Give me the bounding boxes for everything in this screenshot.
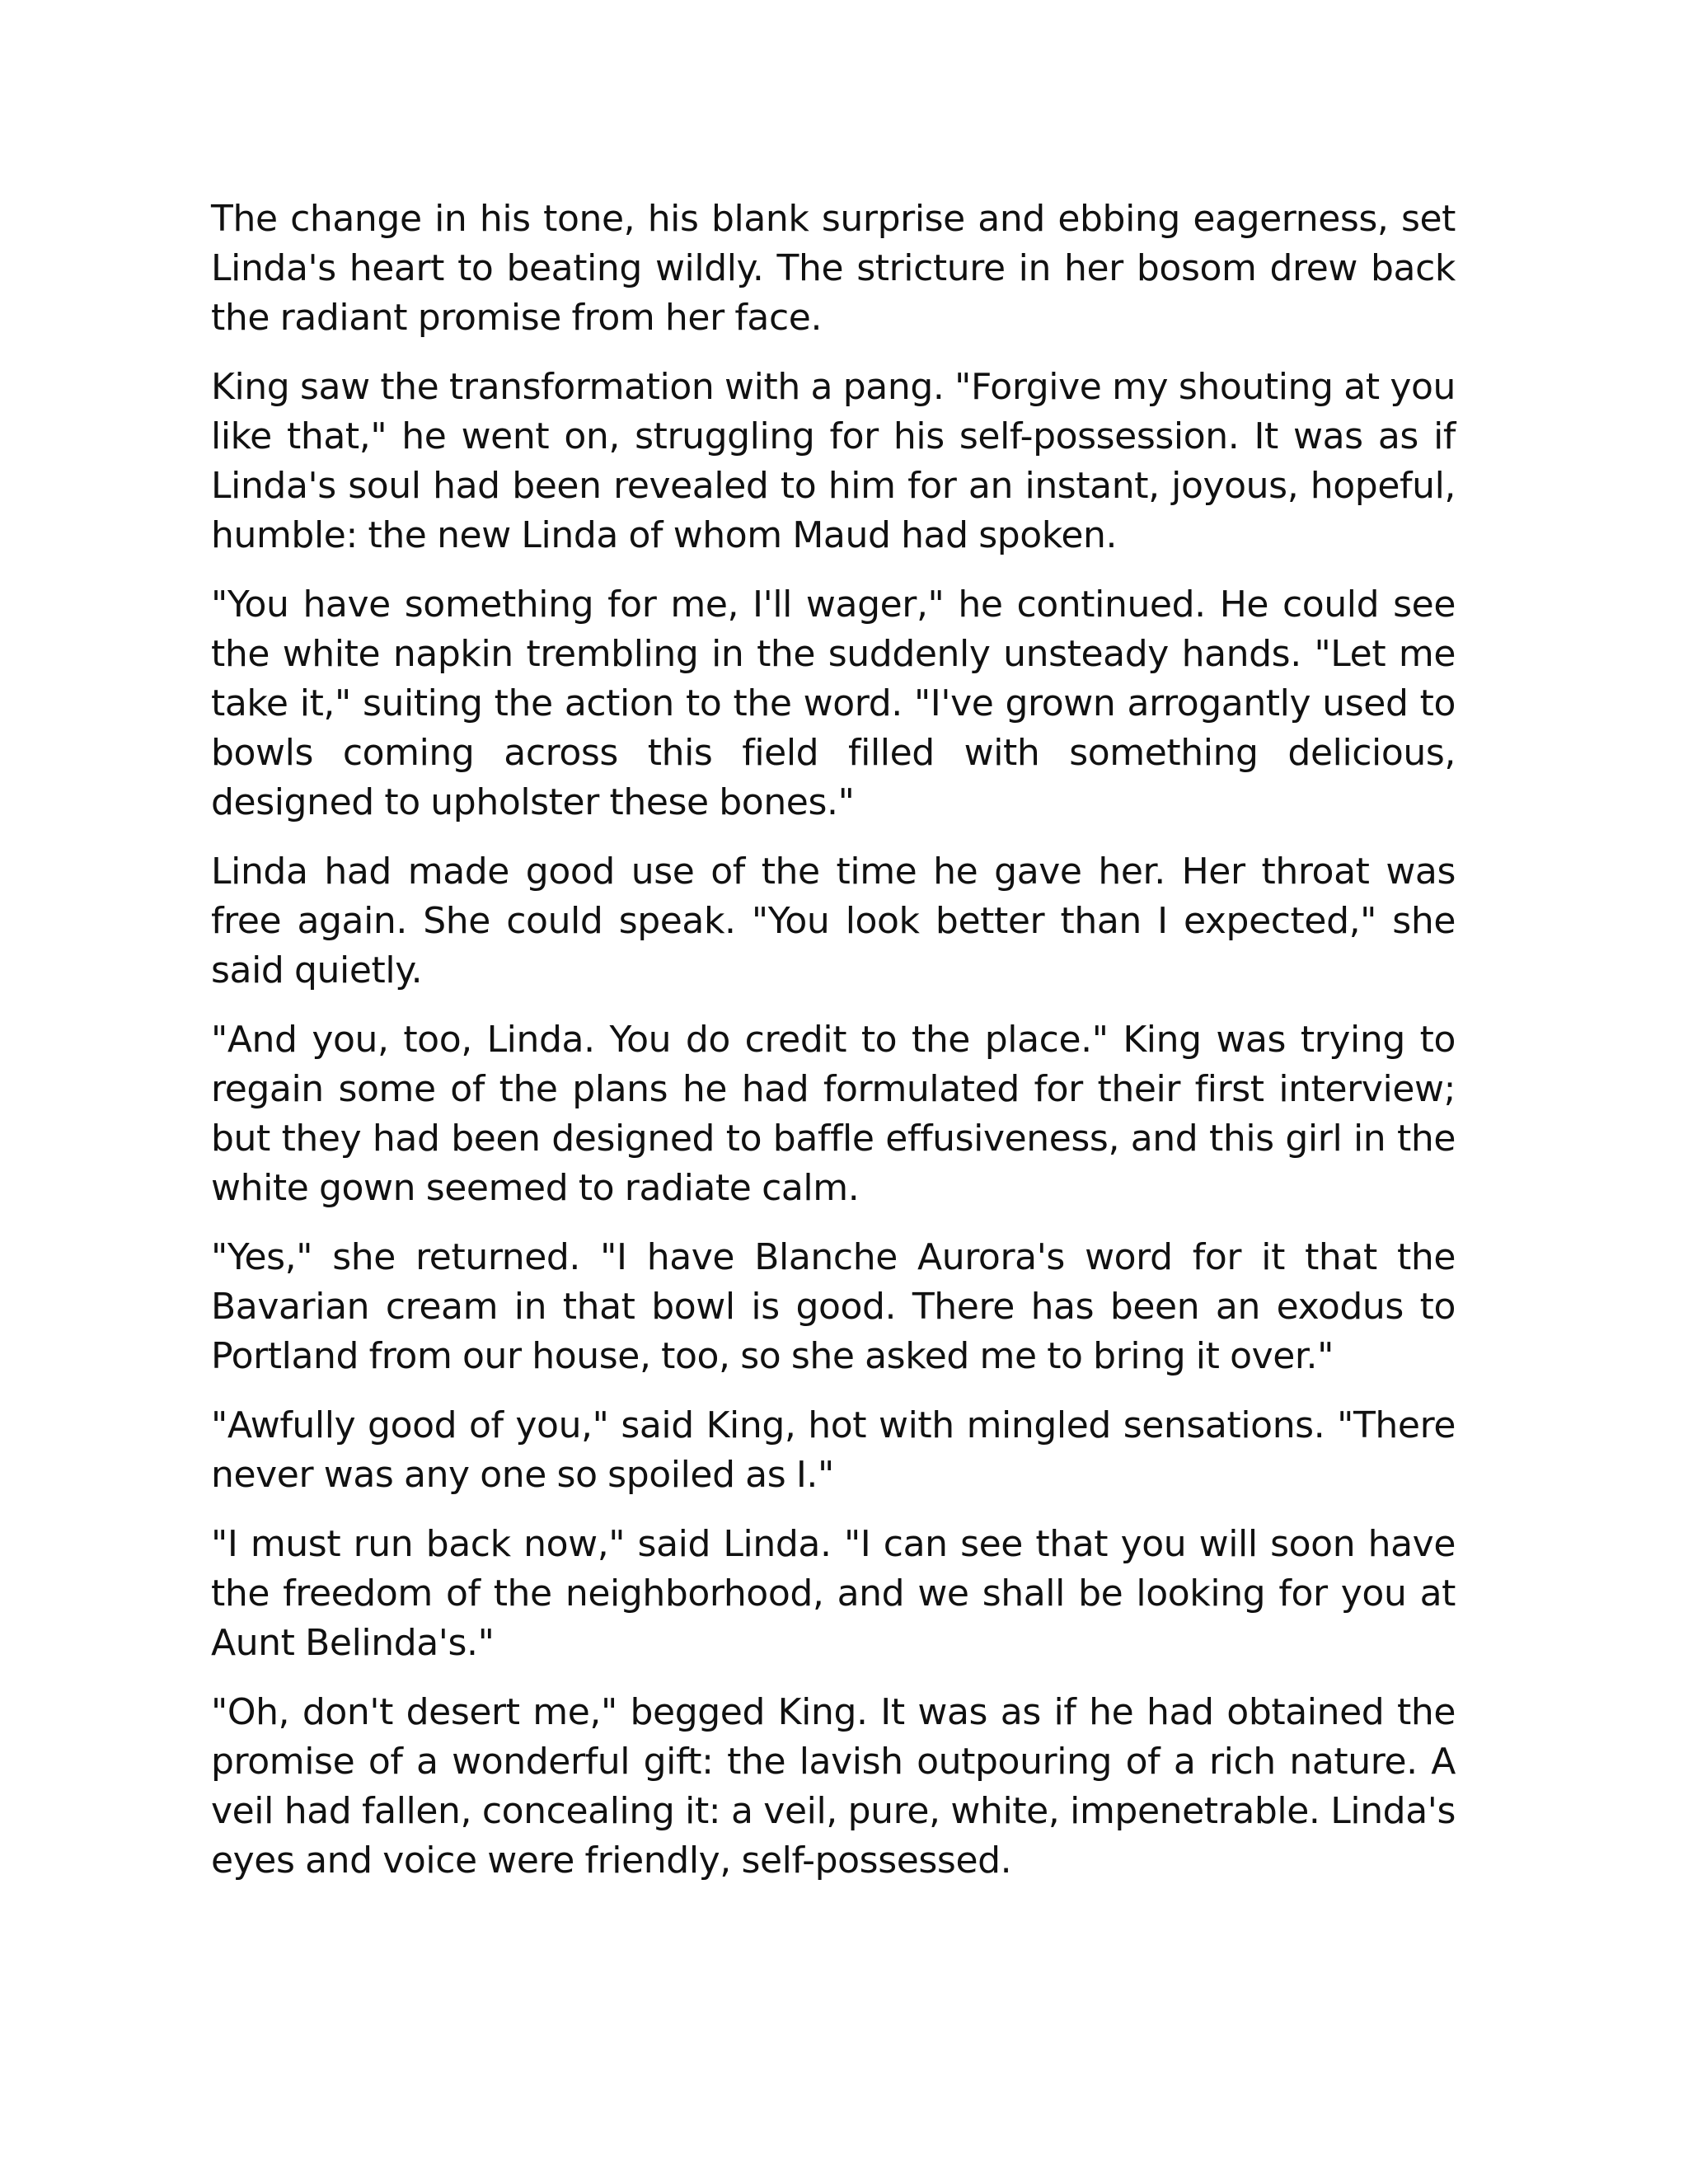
page-body-text [211,194,1456,1905]
paragraph-5: "And you, too, Linda. You do credit to the place." King was trying to regain some of the plans he had formulated for their first interview; but they had been designed to baffle effusiveness, and this girl in the white gown seemed to radiate calm. [211,1019,1456,1209]
paragraph-7: "Awfully good of you," said King, hot with mingled sensations. "There never was any one so spoiled as I." [211,1404,1456,1496]
paragraph-1: The change in his tone, his blank surprise and ebbing eagerness, set Linda's heart to beating wildly. The stricture in her bosom drew back the radiant promise from her face. [211,198,1456,339]
paragraph-4: Linda had made good use of the time he gave her. Her throat was free again. She could speak. "You look better than I expected," she said quietly. [211,851,1456,991]
paragraph-3: "You have something for me, I'll wager," he continued. He could see the white napkin trembling in the suddenly unsteady hands. "Let me take it," suiting the action to the word. "I've grown arrogantly used to bowls coming across this field filled with something delicious, designed to upholster these bones." [211,583,1456,823]
paragraph-9: "Oh, don't desert me," begged King. It was as if he had obtained the promise of a wonderful gift: the lavish outpouring of a rich nature. A veil had fallen, concealing it: a veil, pure, white, impenetrable. Linda's eyes and voice were friendly, self-possessed. [211,1691,1456,1882]
paragraph-8: "I must run back now," said Linda. "I can see that you will soon have the freedom of the neighborhood, and we shall be looking for you at Aunt Belinda's." [211,1523,1456,1664]
paragraph-2: King saw the transformation with a pang. "Forgive my shouting at you like that," he went on, struggling for his self-possession. It was as if Linda's soul had been revealed to him for an instant, joyous, hopeful, humble: the new Linda of whom Maud had spoken. [211,366,1456,556]
paragraph-6: "Yes," she returned. "I have Blanche Aurora's word for it that the Bavarian cream in that bowl is good. There has been an exodus to Portland from our house, too, so she asked me to bring it over." [211,1236,1456,1377]
